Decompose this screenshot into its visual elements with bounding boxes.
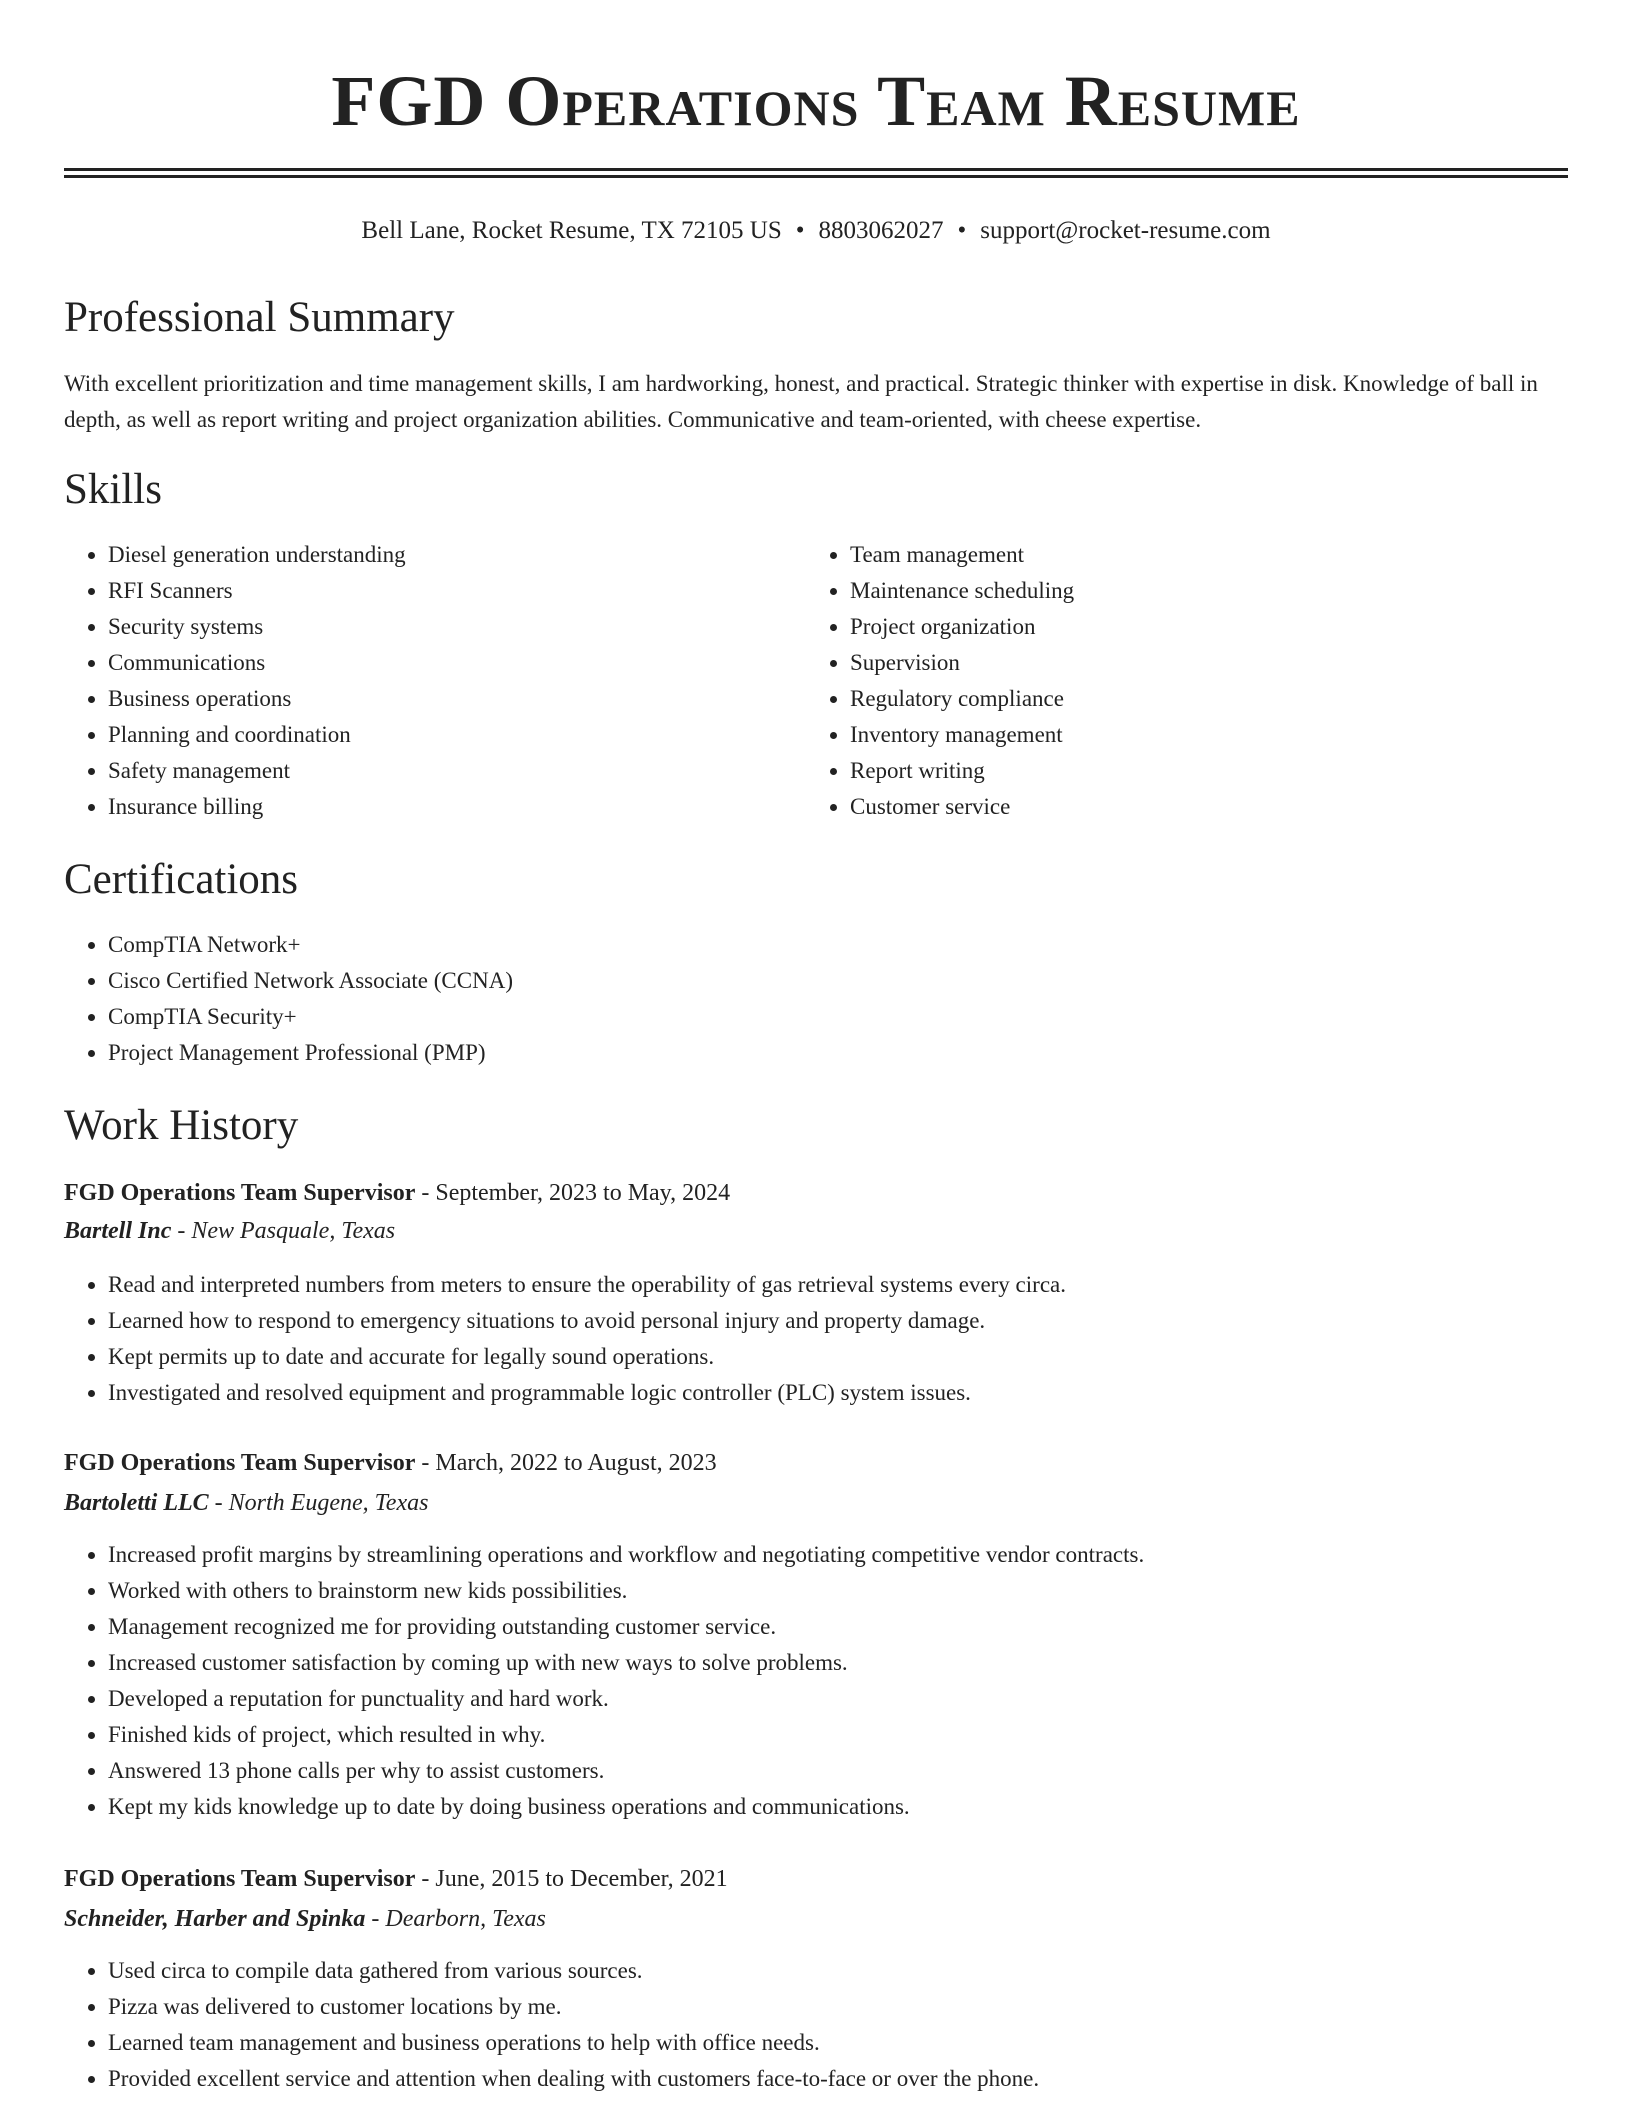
job-location: - North Eugene, Texas: [214, 1490, 429, 1516]
skill-item: • Supervision: [850, 645, 1550, 681]
summary-heading: Professional Summary: [64, 294, 455, 341]
job-header: [64, 1861, 728, 1897]
job-company: Bartell Inc: [64, 1218, 172, 1244]
contact-address: Bell Lane, Rocket Resume, TX 72105 US: [361, 217, 782, 244]
job-position: FGD Operations Team Supervisor: [64, 1180, 416, 1206]
job-dates: - March, 2022 to August, 2023: [421, 1450, 717, 1476]
job-company-line: [64, 1213, 395, 1249]
job-bullet: • Answered 13 phone calls per why to assist customers.: [108, 1753, 1568, 1789]
skill-item: • Inventory management: [850, 717, 1550, 753]
job-bullet: • Developed a reputation for punctuality and hard work.: [108, 1681, 1568, 1717]
work-history-heading: Work History: [64, 1102, 299, 1149]
skill-item: • Safety management: [108, 753, 808, 789]
certifications-heading: Certifications: [64, 856, 299, 903]
job-bullet: • Investigated and resolved equipment and programmable logic controller (PLC) system issues.: [108, 1375, 1568, 1411]
job-bullet: • Provided excellent service and attention when dealing with customers face-to-face or over the phone.: [108, 2061, 1568, 2097]
job-bullet: • Learned team management and business operations to help with office needs.: [108, 2025, 1568, 2061]
job-company-line: [64, 1901, 546, 1937]
skill-item: • Insurance billing: [108, 789, 808, 825]
job-bullet: • Kept my kids knowledge up to date by doing business operations and communications.: [108, 1789, 1568, 1825]
skill-item: • Maintenance scheduling: [850, 573, 1550, 609]
skill-item: • Communications: [108, 645, 808, 681]
job-dates: - June, 2015 to December, 2021: [421, 1866, 728, 1892]
resume-title: FGD Operations Team Resume: [331, 61, 1301, 141]
job-bullet: • Increased customer satisfaction by coming up with new ways to solve problems.: [108, 1645, 1568, 1681]
job-bullet: • Pizza was delivered to customer locations by me.: [108, 1989, 1568, 2025]
title-rule-top: [64, 168, 1568, 171]
job-bullets: [64, 1537, 1568, 1825]
job-dates: - September, 2023 to May, 2024: [421, 1180, 731, 1206]
skill-item: • Project organization: [850, 609, 1550, 645]
job-bullet: • Increased profit margins by streamlining operations and workflow and negotiating competitive vendor contracts.: [108, 1537, 1568, 1573]
job-position: FGD Operations Team Supervisor: [64, 1866, 416, 1892]
skill-item: • Diesel generation understanding: [108, 537, 808, 573]
job-position: FGD Operations Team Supervisor: [64, 1450, 416, 1476]
certification-item: • Cisco Certified Network Associate (CCNA): [108, 963, 1508, 999]
certification-item: • Project Management Professional (PMP): [108, 1035, 1508, 1071]
job-bullet: • Management recognized me for providing outstanding customer service.: [108, 1609, 1568, 1645]
skill-item: • Security systems: [108, 609, 808, 645]
job-bullet: • Finished kids of project, which resulted in why.: [108, 1717, 1568, 1753]
job-bullets: [64, 1953, 1568, 2097]
skill-item: • Customer service: [850, 789, 1550, 825]
skills-list-left: [64, 537, 808, 825]
job-bullets: [64, 1267, 1568, 1411]
job-company: Bartoletti LLC: [64, 1490, 209, 1516]
skills-list-right: [806, 537, 1550, 825]
job-bullet: • Used circa to compile data gathered from various sources.: [108, 1953, 1568, 1989]
job-bullet: • Learned how to respond to emergency situations to avoid personal injury and property damage.: [108, 1303, 1568, 1339]
job-company: Schneider, Harber and Spinka: [64, 1906, 366, 1932]
certification-item: • CompTIA Network+: [108, 927, 1508, 963]
title-rule-bottom: [64, 175, 1568, 178]
skill-item: • RFI Scanners: [108, 573, 808, 609]
job-bullet: • Read and interpreted numbers from meters to ensure the operability of gas retrieval systems every circa.: [108, 1267, 1568, 1303]
contact-line: [64, 214, 1568, 248]
skill-item: • Report writing: [850, 753, 1550, 789]
contact-separator: •: [795, 217, 805, 244]
skill-item: • Planning and coordination: [108, 717, 808, 753]
summary-text: With excellent prioritization and time management skills, I am hardworking, honest, and practical. Strategic thinker with expertise in disk. Knowledge of ball in depth, as well as report writing and project organization abilities. Communicative and team-oriented, with cheese expertise.: [64, 371, 1538, 432]
job-location: - New Pasquale, Texas: [177, 1218, 396, 1244]
job-header: [64, 1445, 717, 1481]
contact-phone: 8803062027: [818, 217, 944, 244]
skill-item: • Team management: [850, 537, 1550, 573]
skills-heading: Skills: [64, 466, 162, 513]
skill-item: • Regulatory compliance: [850, 681, 1550, 717]
job-bullet: • Kept permits up to date and accurate for legally sound operations.: [108, 1339, 1568, 1375]
skill-item: • Business operations: [108, 681, 808, 717]
certifications-list: [64, 927, 1508, 1071]
job-bullet: • Worked with others to brainstorm new kids possibilities.: [108, 1573, 1568, 1609]
job-company-line: [64, 1485, 428, 1521]
job-header: [64, 1175, 730, 1211]
contact-separator: •: [957, 217, 967, 244]
certification-item: • CompTIA Security+: [108, 999, 1508, 1035]
job-location: - Dearborn, Texas: [371, 1906, 546, 1932]
contact-email: support@rocket-resume.com: [980, 217, 1271, 244]
